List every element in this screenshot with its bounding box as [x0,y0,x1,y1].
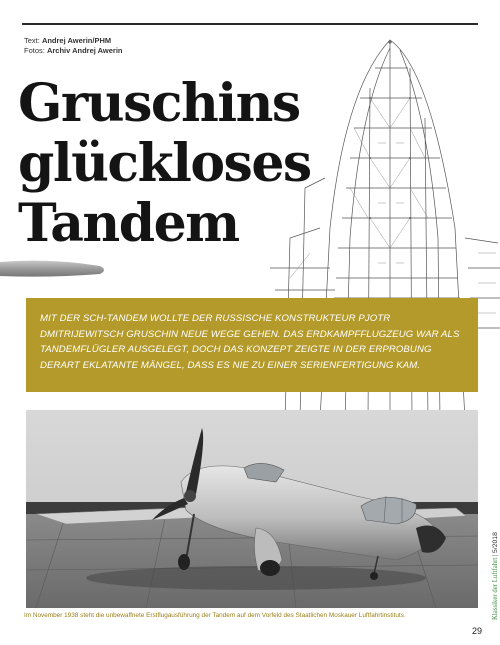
aircraft-photo [26,410,478,608]
publication-sidebar [483,500,499,620]
page-number: 29 [472,626,483,636]
photo-credit-label: Fotos: [24,46,45,55]
credits [24,36,123,56]
article-headline [18,74,311,254]
headline-line-3: Tandem [18,193,239,254]
top-rule [22,23,478,25]
publication-name: Klassiker der Luftfahrt [492,557,499,620]
text-credit [24,36,123,46]
photo-caption: Im November 1938 steht die unbewaffnete Erstflugausführung der Tandem auf dem Vorfeld des Staatlichen Moskauer Luftfahrtinstituts. [24,612,406,619]
text-credit-label: Text: [24,36,40,45]
issue-number: 5/2018 [492,532,499,553]
photo-credit-value: Archiv Andrej Awerin [46,46,123,55]
text-credit-value: Andrej Awerin/PHM [41,36,112,45]
photo-credit [24,46,123,56]
sidebar-separator: | [492,554,499,557]
headline-line-2: glückloses [18,133,311,194]
sidebar-text [492,500,499,620]
intro-box [26,298,478,392]
propeller-blade-image [0,252,108,282]
headline-line-1: Gruschins [18,73,300,134]
intro-text: MIT DER SCH-TANDEM WOLLTE DER RUSSISCHE KONSTRUKTEUR PJOTR DMITRIJEWITSCH GRUSCHIN NEUE WEGE GEHEN. DAS ERDKAMPFFLUGZEUG WAR ALS TANDEMFLÜGLER AUSGELEGT, DOCH DAS KONZEPT ZEIGTE IN DER ERPROBUNG DERART EKLATANTE MÄNGEL, DASS ES NIE ZU EINER SERIENFERTIGUNG KAM. [40,313,460,371]
